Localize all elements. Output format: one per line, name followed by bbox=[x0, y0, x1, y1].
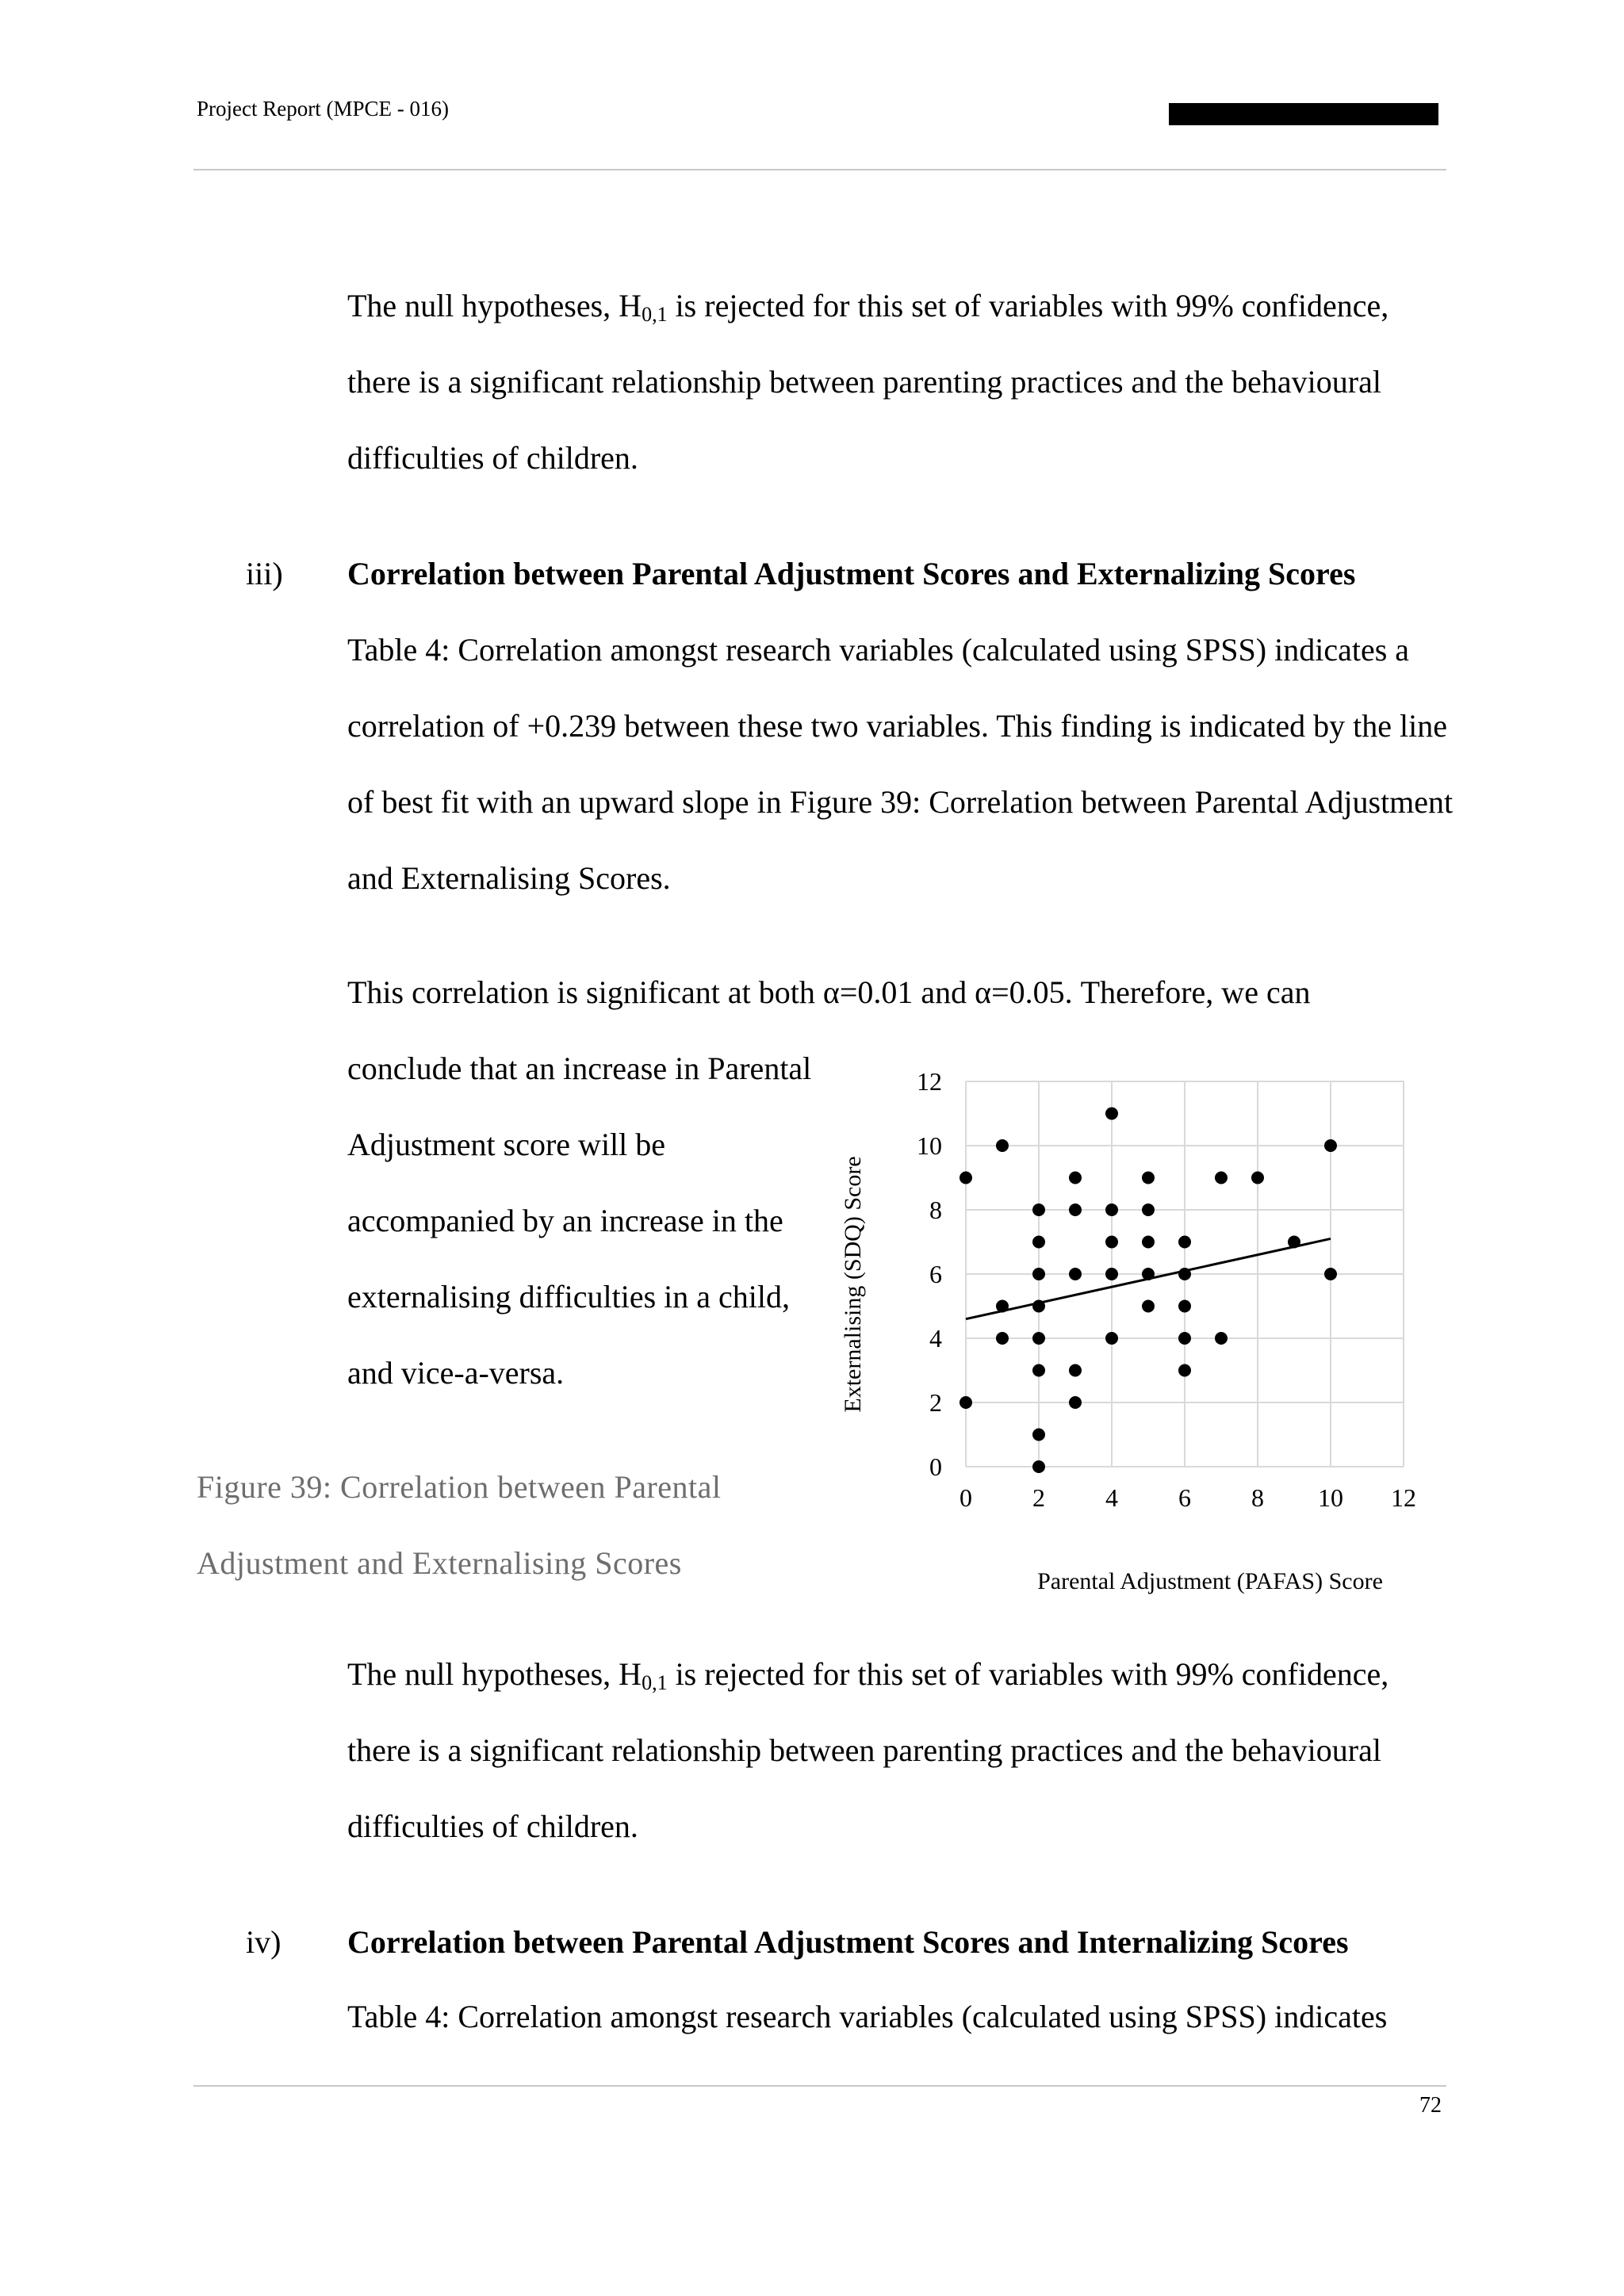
y-tick-label: 0 bbox=[929, 1452, 942, 1481]
footer-divider bbox=[193, 2085, 1446, 2087]
scatter-point bbox=[1105, 1203, 1118, 1216]
scatter-point bbox=[1215, 1172, 1228, 1184]
scatter-point bbox=[1032, 1203, 1045, 1216]
figure-39-scatter-chart bbox=[825, 1047, 1443, 1617]
x-axis-label: Parental Adjustment (PAFAS) Score bbox=[1037, 1568, 1383, 1594]
scatter-point bbox=[1105, 1108, 1118, 1120]
null-hypothesis-paragraph-bottom: The null hypotheses, $H_{0,1}$ is rejected for this set of variables with 99% confidence, there is a significant relationship between parenting practices and the behavioural difficulties of children. bbox=[347, 1656, 1389, 1844]
scatter-point bbox=[1142, 1268, 1155, 1280]
y-tick-label: 6 bbox=[929, 1260, 942, 1288]
scatter-point bbox=[1032, 1332, 1045, 1345]
scatter-point bbox=[959, 1172, 972, 1184]
scatter-point bbox=[1032, 1460, 1045, 1473]
scatter-point bbox=[1069, 1396, 1082, 1409]
scatter-point bbox=[1215, 1332, 1228, 1345]
page-number: 72 bbox=[1419, 2093, 1442, 2118]
y-tick-label: 10 bbox=[917, 1131, 942, 1160]
scatter-point bbox=[1032, 1268, 1045, 1280]
section-heading-iii: Correlation between Parental Adjustment Scores and Externalizing Scores bbox=[347, 556, 1356, 591]
figure-39-caption: Figure 39: Correlation between Parental Adjustment and Externalising Scores bbox=[197, 1469, 722, 1581]
scatter-point bbox=[1178, 1236, 1191, 1249]
scatter-point bbox=[1142, 1300, 1155, 1313]
scatter-point bbox=[1251, 1172, 1264, 1184]
section-iii-paragraph: Table 4: Correlation amongst research variables (calculated using SPSS) indicates a correlation of +0.239 between these two variables. This finding is indicated by the line of best fit with an upward slope in Figure 39: Correlation between Parental Adjustment and Externalising Scores. bbox=[347, 632, 1454, 896]
scatter-point bbox=[959, 1396, 972, 1409]
scatter-point bbox=[1142, 1172, 1155, 1184]
x-tick-label: 12 bbox=[1391, 1483, 1416, 1512]
section-heading-iv: Correlation between Parental Adjustment Scores and Internalizing Scores bbox=[347, 1924, 1349, 1960]
x-tick-label: 4 bbox=[1105, 1483, 1118, 1512]
scatter-point bbox=[996, 1300, 1009, 1313]
scatter-point bbox=[996, 1332, 1009, 1345]
scatter-point bbox=[1178, 1300, 1191, 1313]
scatter-point bbox=[1105, 1332, 1118, 1345]
scatter-point bbox=[1178, 1364, 1191, 1377]
y-axis-label: Externalising (SDQ) Score bbox=[840, 1156, 866, 1413]
report-header-title: Project Report (MPCE - 016) bbox=[197, 97, 449, 121]
y-tick-label: 8 bbox=[929, 1196, 942, 1224]
scatter-point bbox=[1178, 1268, 1191, 1280]
section-number-iii: iii) bbox=[246, 556, 283, 591]
scatter-point bbox=[996, 1139, 1009, 1152]
x-tick-label: 10 bbox=[1318, 1483, 1343, 1512]
x-tick-label: 2 bbox=[1032, 1483, 1045, 1512]
scatter-point bbox=[1324, 1268, 1337, 1280]
x-tick-label: 6 bbox=[1178, 1483, 1191, 1512]
section-iv-paragraph: Table 4: Correlation amongst research variables (calculated using SPSS) indicates bbox=[347, 1999, 1388, 2034]
x-tick-label: 8 bbox=[1251, 1483, 1264, 1512]
scatter-point bbox=[1105, 1268, 1118, 1280]
redacted-name-bar bbox=[1169, 103, 1438, 125]
y-tick-label: 4 bbox=[929, 1324, 942, 1353]
y-tick-label: 2 bbox=[929, 1388, 942, 1417]
x-tick-label: 0 bbox=[959, 1483, 972, 1512]
section-number-iv: iv) bbox=[246, 1924, 282, 1960]
scatter-point bbox=[1032, 1364, 1045, 1377]
scatter-point bbox=[1069, 1364, 1082, 1377]
null-hypothesis-paragraph-top: The null hypotheses, $H_{0,1}$ is rejected for this set of variables with 99% confidence, there is a significant relationship between parenting practices and the behavioural difficulties of children. bbox=[347, 288, 1389, 476]
scatter-point bbox=[1324, 1139, 1337, 1152]
header-divider bbox=[193, 169, 1446, 170]
scatter-point bbox=[1142, 1236, 1155, 1249]
y-tick-label: 12 bbox=[917, 1067, 942, 1096]
scatter-point bbox=[1032, 1300, 1045, 1313]
scatter-point bbox=[1142, 1203, 1155, 1216]
scatter-point bbox=[1105, 1236, 1118, 1249]
scatter-point bbox=[1032, 1429, 1045, 1441]
scatter-point bbox=[1178, 1332, 1191, 1345]
conclusion-wrapped-text: conclude that an increase in Parental Adjustment score will be accompanied by an increase in the externalising difficulties in a child, and vice-a-versa. bbox=[347, 1050, 812, 1391]
scatter-point bbox=[1288, 1236, 1300, 1249]
scatter-point bbox=[1069, 1172, 1082, 1184]
scatter-point bbox=[1032, 1236, 1045, 1249]
significance-line: This correlation is significant at both α=0.01 and α=0.05. Therefore, we can bbox=[347, 974, 1311, 1010]
scatter-point bbox=[1069, 1203, 1082, 1216]
scatter-point bbox=[1069, 1268, 1082, 1280]
